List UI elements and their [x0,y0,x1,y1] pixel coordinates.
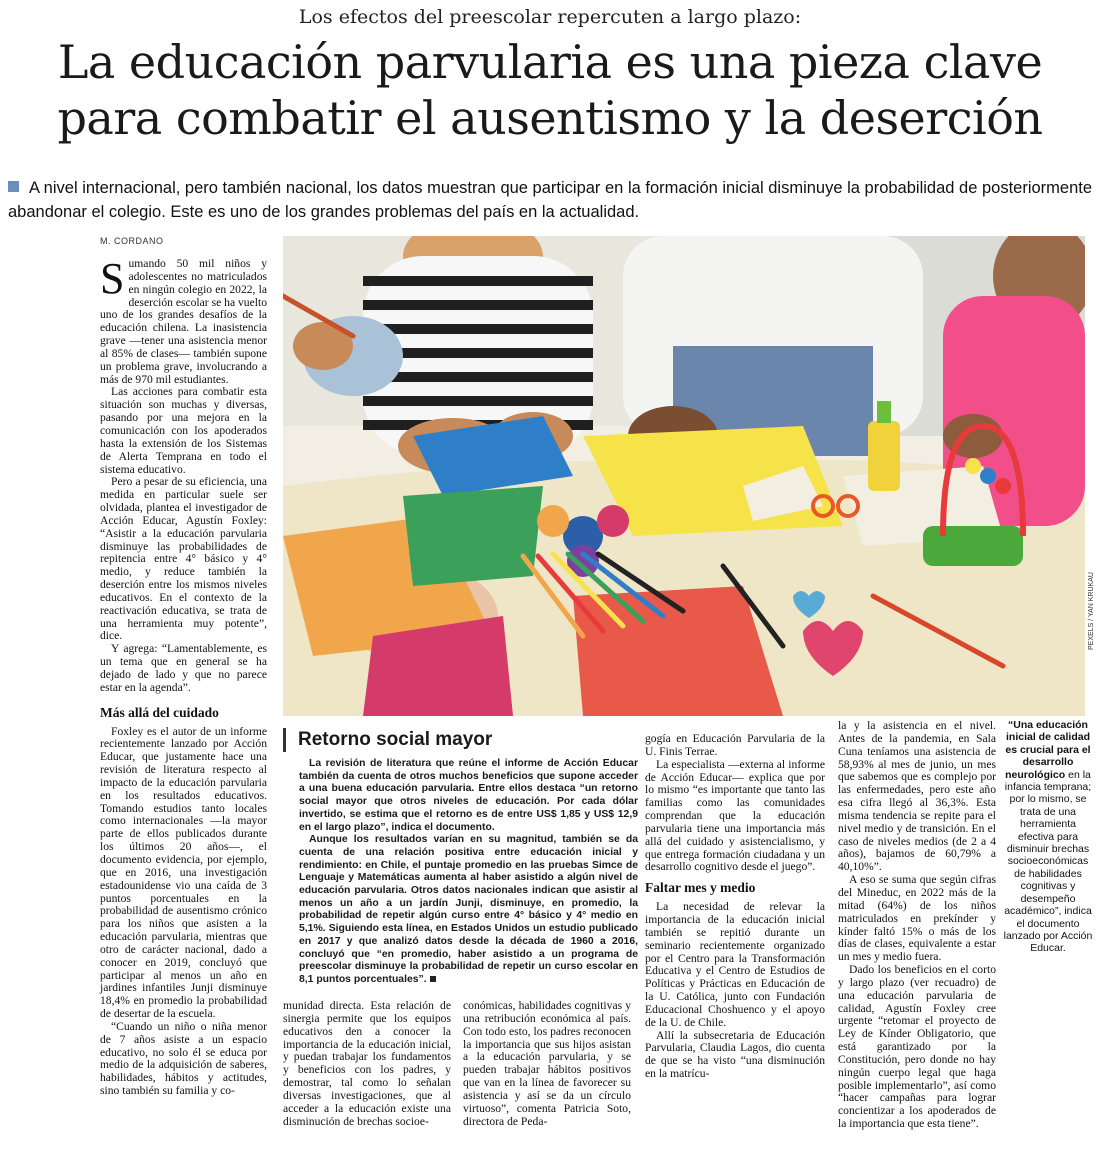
drop-cap: S [100,254,125,303]
column-4-paragraph-4: Allí la subsecretaria de Educación Parvularia, Claudia Lagos, dio cuenta de que se ha visto “una disminución en la matrícu- [645,1028,825,1081]
column-4-paragraph-1: gogía en Educación Parvularia de la U. Finis Terrae. [645,732,825,758]
pull-quote-bold: “Una educación inicial de calidad es crucial para el desarrollo neurológico [1005,719,1091,781]
column-3-paragraph: conómicas, habilidades cognitivas y una retribución económica al país. Con todo esto, los padres reconocen la importancia que sus hijos asistan a la educación parvularia, y se pueden trabajar hábitos positivos que van en la línea de favorecer su asistencia y así se da un círculo virtuoso”, comenta Patricia Soto, directora de Peda- [463,999,631,1128]
column-5-paragraph-2: A eso se suma que según cifras del Mineduc, en 2022 más de la mitad (64%) de los niños matriculados en prekínder y kínder faltó 15% o más de los días de clases, equivalente a estar un mes y medio fuera. [838,873,996,964]
lead-text: A nivel internacional, pero también nacional, los datos muestran que participar en la formación inicial disminuye la probabilidad de posteriormente abandonar el colegio. Este es uno de los grandes problemas del país en la actualidad. [8,179,1093,221]
headline-line-1: La educación parvularia es una pieza clave [57,35,1043,89]
box-body [283,758,638,987]
column-1-paragraph-2: Las acciones para combatir esta situación son muchas y diversas, pasando por una mejora en la comunicación con los apoderados hasta la extensión de los Sistemas de Alerta Temprana en todo el sistema educativo. [100,385,267,476]
box-paragraph-1: La revisión de literatura que reúne el informe de Acción Educar también da cuenta de otros muchos beneficios que supone acceder a una buena educación parvularia. Entre ellos destaca “un retorno social mayor que otros niveles de educación. Por cada dólar invertido, se estima que el retorno es de entre US$ 1,85 y US$ 12,9 en el largo plazo”, indica el documento. [299,758,638,833]
subhead-mas-alla-del-cuidado: Más allá del cuidado [100,704,219,720]
column-3 [463,1000,631,1128]
pull-quote-attribution: indica el documento lanzado por Acción Educar. [1003,905,1093,955]
kicker: Los efectos del preescolar repercuten a largo plazo: [298,6,802,28]
headline [0,34,1100,146]
column-1-paragraph-6: “Cuando un niño o niña menor de 7 años asiste a un espacio educativo, no solo él se educa por medio de la adquisición de saberes, habilidades, hábitos y actitudes, sino también su familia y co- [100,1019,267,1098]
column-5-paragraph-1: la y la asistencia en el nivel. Antes de la pandemia, en Sala Cuna teníamos una asistencia de 58,93% al mes de junio, un mes que sabemos que es complejo por las enfermedades, pero este año esa cifra llegó al 36,3%. Esta misma tendencia se repite para el nivel medio y de transición. En el caso de niveles medios (de 2 a 4 años), bajamos de 60,79% a 40,10%”. [838,719,996,874]
headline-line-2: para combatir el ausentismo y la deserción [57,91,1043,145]
column-5 [838,720,996,1131]
box-paragraph-2: Aunque los resultados varían en su magnitud, también se da cuenta de una relación positiva entre educación inicial y rendimiento: en Chile, el puntaje promedio en las pruebas Simce de Lenguaje y Matemáticas aumenta al haber asistido a algún nivel de educación parvularia. Otros datos nacionales indican que asistir al menos un año a un jardín Junji, disminuye, en promedio, la probabilidad de repetir algún curso entre 4° básico y 4° medio en 5,1%. Siguiendo esta línea, en Estados Unidos un estudio publicado en 2017 y que analizó datos desde la década de 1960 a 2016, concluyó que “en promedio, haber asistido a un programa de preescolar disminuye la probabilidad de repetir un curso escolar en 8,1 puntos porcentuales”. [299,834,638,985]
column-2-paragraph: munidad directa. Esta relación de sinergia permite que los equipos educativos den a conocer la importancia de la educación inicial, y puedan trabajar los fundamentos y beneficios con los padres, y demostrar, tal como lo señalan diversas investigaciones, que al acceder a la educación existe una disminución de brechas socioe- [283,999,451,1128]
article-photo [283,236,1085,716]
column-2 [283,1000,451,1128]
column-1-paragraph-5: Foxley es el autor de un informe recientemente lanzado por Acción Educar, que justamente hace una revisión de literatura respecto al impacto de la educación parvularia en los resultados educativos. Tomando estudios tanto locales como internacionales —la mayor parte de ellos publicados durante los últimos 20 años—, el documento evidencia, por ejemplo, que en 2016, una investigación estadounidense vio una caída de 3 puntos porcentuales en la probabilidad de ausentismo crónico para los niños que asisten a la educación parvularia, mientras que otro de carácter nacional, dado a conocer en 2019, concluyó que participar al menos un año en jardines infantiles Junji disminuye 18,4% en promedio la probabilidad de desertar de la escuela. [100,724,267,1021]
lead-paragraph [8,176,1098,224]
pull-quote-text: en la infancia temprana; por lo mismo, se trata de una herramienta efectiva para disminuir brechas socioeconómicas de habilidades cognitivas y desempeño académico”, [1004,768,1092,918]
pull-quote [1002,719,1094,955]
subhead-faltar-mes-y-medio: Faltar mes y medio [645,880,756,896]
column-4-paragraph-2: La especialista —externa al informe de Acción Educar— explica que por lo mismo “es importante que tanto las familias como las comunidades comprendan que la educación parvularia tiene una importancia más allá del cuidado y asistencialismo, y que entrega formación ciudadana y un desarrollo cognitivo desde el juego”. [645,757,825,874]
lead-bullet-icon [8,181,19,192]
column-1-paragraph-4: Y agrega: “Lamentablemente, es un tema que en general se ha dejado de lado y que no parece estar en la agenda”. [100,642,267,694]
column-1-paragraph-3: Pero a pesar de su eficiencia, una medida en particular suele ser olvidada, plantea el investigador de Acción Educar, Agustín Foxley: “Asistir a la educación parvularia disminuye las probabilidades de repitencia entre 4° básico y 4° medio, y reduce también la deserción entre los mismos niveles educativos. En el contexto de la reactivación educativa, se trata de una herramienta muy potente”, dice. [100,475,267,643]
byline: M. CORDANO [100,236,164,246]
column-1 [100,254,267,1098]
box-title: Retorno social mayor [283,728,638,752]
column-4 [645,733,825,1081]
column-5-paragraph-3: Dado los beneficios en el corto y largo plazo (ver recuadro) de una educación parvularia de calidad, Agustín Foxley cree urgente “retomar el proyecto de Ley de Kínder Obligatorio, que está garantizado por la Constitución, pero donde no hay ningún cuerpo legal que haga posible implementarlo”, así como “hacer campañas para lograr concientizar a los apoderados de la importancia que esta tiene”. [838,963,996,1131]
sidebar-box-retorno-social [283,728,638,993]
box-end-mark-icon [430,976,436,982]
column-1-paragraph-1: Sumando 50 mil niños y adolescentes no matriculados en ningún colegio en 2022, la deserción escolar se ha vuelto uno de los grandes desafíos de la educación chilena. La inasistencia grave —tener una asistencia menor al 85% de clases— también supone un problema grave, involucrando a más de 970 mil estudiantes. [100,254,267,386]
photo-credit: PEXELS / YAN KRUKAU [1088,572,1095,650]
column-4-paragraph-3: La necesidad de relevar la importancia de la educación inicial también se repitió durante un seminario recientemente organizado por el Centro para la Transformación Educativa y el Centro de Estudios de Políticas y Prácticas en Educación de la U. Católica, junto con Fundación Educacional Choshuenco y el apoyo de la U. de Chile. [645,900,825,1029]
